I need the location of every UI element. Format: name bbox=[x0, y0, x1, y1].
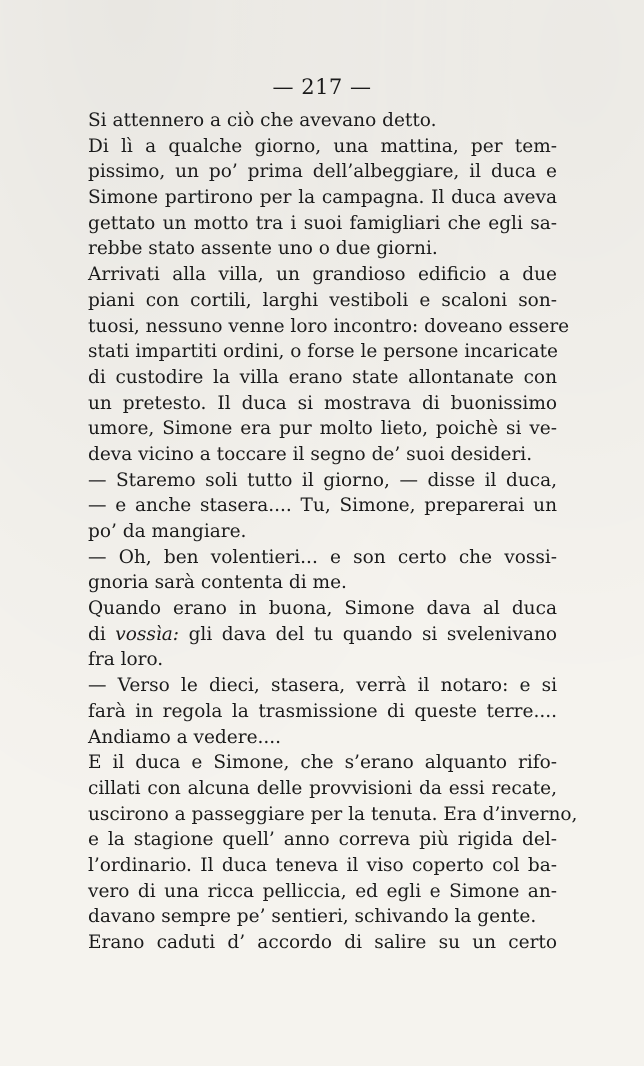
text-line: E il duca e Simone, che s’erano alquanto rifo- bbox=[88, 752, 557, 774]
text-line: uscirono a passeggiare per la tenuta. Era d’inverno, bbox=[88, 803, 578, 825]
text-line: tuosi, nessuno venne loro incontro: doveano essere bbox=[88, 315, 570, 337]
text-line-with-italic bbox=[88, 622, 557, 648]
text-line: farà in regola la trasmissione di queste terre.... bbox=[88, 700, 557, 722]
text-line: stati impartiti ordini, o forse le persone incaricate bbox=[88, 341, 558, 363]
text-line: l’ordinario. Il duca teneva il viso coperto col ba- bbox=[88, 854, 557, 876]
text-segment: di bbox=[88, 623, 116, 645]
text-line: Arrivati alla villa, un grandioso edificio a due bbox=[88, 264, 557, 286]
text-line: un pretesto. Il duca si mostrava di buonissimo bbox=[88, 392, 557, 414]
text-line: deva vicino a toccare il segno de’ suoi desideri. bbox=[88, 443, 533, 465]
text-line: davano sempre pe’ sentieri, schivando la gente. bbox=[88, 906, 537, 928]
text-line: gnoria sarà contenta di me. bbox=[88, 572, 347, 594]
text-line: po’ da mangiare. bbox=[88, 521, 247, 542]
text-line: umore, Simone era pur molto lieto, poichè si ve- bbox=[88, 418, 557, 440]
text-line: — Oh, ben volentieri... e son certo che vossi- bbox=[88, 546, 557, 568]
text-line: Si attennero a ciò che avevano detto. bbox=[88, 110, 437, 131]
text-line: Quando erano in buona, Simone dava al duca bbox=[88, 598, 557, 620]
text-line: pissimo, un po’ prima dell’albeggiare, il duca e bbox=[88, 161, 557, 183]
text-line: cillati con alcuna delle provvisioni da essi recate, bbox=[88, 777, 557, 799]
text-line: — Verso le dieci, stasera, verrà il notaro: e si bbox=[88, 675, 557, 697]
text-line: Andiamo a vedere.... bbox=[88, 726, 282, 748]
body-text bbox=[88, 108, 578, 956]
text-line: Di lì a qualche giorno, una mattina, per tem- bbox=[88, 135, 557, 157]
page-number: — 217 — bbox=[272, 75, 372, 99]
text-segment: gli dava del tu quando si svelenivano bbox=[179, 623, 557, 645]
italic-word: vossìa: bbox=[115, 623, 180, 645]
text-line: Simone partirono per la campagna. Il duca aveva bbox=[88, 187, 557, 209]
text-line: — e anche stasera.... Tu, Simone, preparerai un bbox=[88, 495, 557, 517]
text-line: rebbe stato assente uno o due giorni. bbox=[88, 238, 438, 260]
text-line: Erano caduti d’ accordo di salire su un certo bbox=[88, 932, 557, 953]
text-line: gettato un motto tra i suoi famigliari che egli sa- bbox=[88, 212, 557, 234]
text-line: di custodire la villa erano state allontanate con bbox=[88, 366, 557, 388]
text-line: piani con cortili, larghi vestiboli e scaloni son- bbox=[88, 289, 557, 311]
text-line: e la stagione quell’ anno correva più rigida del- bbox=[88, 829, 557, 851]
text-line: — Staremo soli tutto il giorno, — disse il duca, bbox=[88, 469, 557, 491]
text-line: fra loro. bbox=[88, 649, 164, 671]
text-line: vero di una ricca pelliccia, ed egli e Simone an- bbox=[88, 880, 557, 902]
